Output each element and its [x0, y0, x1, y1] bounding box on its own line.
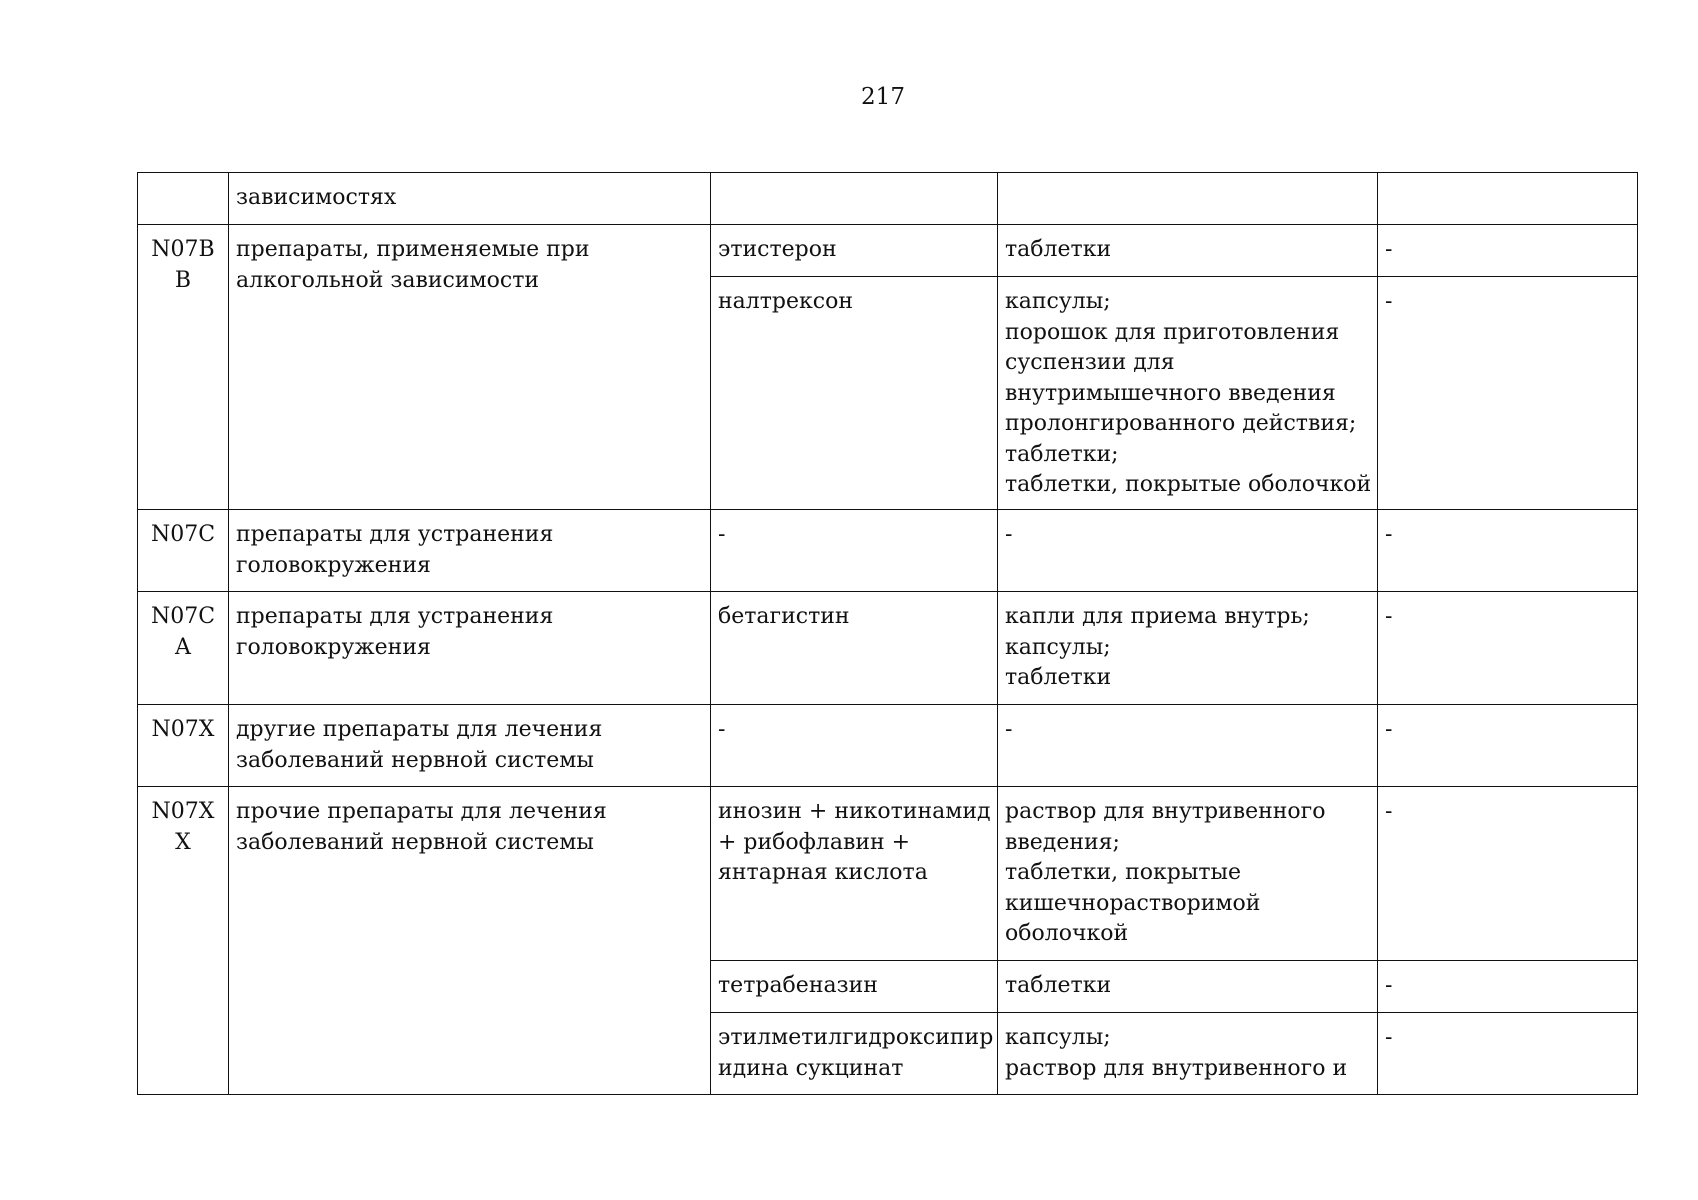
drug-name-line: + рибофлавин + [718, 829, 911, 855]
note-cell [1378, 961, 1638, 1013]
dosage-form-line: пролонгированного действия; [1005, 411, 1357, 436]
note-text: - [1385, 799, 1393, 824]
note-text: - [1385, 604, 1393, 629]
note-text: - [1385, 717, 1393, 742]
note-cell [1378, 277, 1638, 510]
drug-name: тетрабеназин [718, 973, 878, 998]
atc-code-line: N07C [150, 604, 216, 629]
dosage-form-cell [998, 961, 1378, 1013]
note-text: - [1385, 289, 1393, 314]
atc-code-line: N07C [150, 522, 216, 547]
dosage-form-line: суспензии для [1005, 350, 1175, 375]
drug-name: этистерон [718, 237, 837, 262]
group-description-cell [229, 705, 711, 787]
dosage-form-cell [998, 592, 1378, 705]
drug-name-cell [711, 225, 998, 277]
note-cell [1378, 225, 1638, 277]
dosage-form-line: капсулы; [1005, 1025, 1111, 1050]
atc-code-line: N07X [151, 799, 215, 824]
dosage-form-line: таблетки, покрытые [1005, 860, 1242, 885]
dosage-form-line: оболочкой [1005, 921, 1129, 946]
atc-code-line: X [175, 829, 191, 855]
dosage-form-line: внутримышечного введения [1005, 380, 1336, 406]
note-text: - [1385, 522, 1393, 547]
dosage-form-cell [998, 277, 1378, 510]
drug-name: - [718, 717, 726, 742]
atc-code-cell [138, 787, 229, 1095]
drug-name-cell [711, 787, 998, 961]
atc-code-line: N07B [151, 237, 215, 262]
dosage-form-line: - [1005, 522, 1013, 547]
note-cell [1378, 1013, 1638, 1095]
drug-name-cell [711, 510, 998, 592]
dosage-form-line: раствор для внутривенного [1005, 799, 1326, 824]
drug-name-line: янтарная кислота [718, 860, 928, 885]
note-text: - [1385, 237, 1393, 262]
dosage-form-line: таблетки [1005, 665, 1112, 690]
dosage-form-cell [998, 1013, 1378, 1095]
drug-name: налтрексон [718, 289, 854, 314]
group-description-cell [229, 225, 711, 510]
note-text: - [1385, 973, 1393, 998]
dosage-form-line: порошок для приготовления [1005, 319, 1340, 345]
dosage-form-line: таблетки [1005, 237, 1112, 262]
group-description-line: алкогольной зависимости [236, 267, 540, 293]
group-description-line: другие препараты для лечения [236, 717, 603, 742]
dosage-form-line: капли для приема внутрь; [1005, 604, 1310, 629]
dosage-form-line: введения; [1005, 829, 1120, 855]
table-row [138, 705, 1638, 787]
dosage-form-line: кишечнорастворимой [1005, 890, 1261, 916]
dosage-form-line: капсулы; [1005, 289, 1111, 314]
group-description-line: заболеваний нервной системы [236, 747, 594, 773]
note-cell [1378, 592, 1638, 705]
atc-code-line: А [174, 634, 192, 660]
table-row [138, 173, 1638, 225]
dosage-form-line: капсулы; [1005, 634, 1111, 660]
dosage-form-cell [998, 705, 1378, 787]
drug-name-line: идина сукцинат [718, 1055, 904, 1081]
drug-name: бетагистин [718, 604, 850, 629]
note-cell [1378, 510, 1638, 592]
note-cell [1378, 705, 1638, 787]
group-description-cell [229, 510, 711, 592]
dosage-form-cell [998, 510, 1378, 592]
drug-name-cell [711, 705, 998, 787]
dosage-form-line: таблетки; [1005, 441, 1119, 467]
atc-code-cell [138, 705, 229, 787]
note-cell [1378, 787, 1638, 961]
dosage-form-cell [998, 225, 1378, 277]
atc-code-cell [138, 510, 229, 592]
group-description-line: препараты, применяемые при [236, 237, 590, 262]
drug-name: - [718, 522, 726, 547]
drug-list-table [137, 172, 1638, 1095]
drug-name-cell [711, 961, 998, 1013]
dosage-form-cell [998, 173, 1378, 225]
dosage-form-cell [998, 787, 1378, 961]
drug-name-line: этилметилгидроксипир [718, 1025, 994, 1050]
atc-code-line: В [174, 267, 192, 293]
note-text: - [1385, 1025, 1393, 1050]
group-description-line: головокружения [236, 634, 431, 660]
table-row [138, 225, 1638, 277]
dosage-form-line: - [1005, 717, 1013, 742]
group-description-line: зависимостях [236, 185, 397, 210]
group-description-cell [229, 787, 711, 1095]
dosage-form-line: таблетки [1005, 973, 1112, 998]
group-description-line: препараты для устранения [236, 604, 554, 629]
note-cell [1378, 173, 1638, 225]
drug-name-cell [711, 592, 998, 705]
group-description-line: прочие препараты для лечения [236, 799, 607, 824]
drug-name-cell [711, 173, 998, 225]
table-row [138, 592, 1638, 705]
drug-name-cell [711, 1013, 998, 1095]
group-description-line: заболеваний нервной системы [236, 829, 594, 855]
atc-code-line: N07X [151, 717, 215, 742]
atc-code-cell [138, 225, 229, 510]
dosage-form-line: раствор для внутривенного и [1005, 1055, 1348, 1081]
drug-name-line: инозин + никотинамид [718, 799, 991, 824]
group-description-cell [229, 173, 711, 225]
atc-code-cell [138, 592, 229, 705]
atc-code-cell [138, 173, 229, 225]
group-description-cell [229, 592, 711, 705]
table-row [138, 787, 1638, 961]
group-description-line: головокружения [236, 552, 431, 578]
dosage-form-line: таблетки, покрытые оболочкой [1005, 472, 1372, 497]
group-description-line: препараты для устранения [236, 522, 554, 547]
table-row [138, 510, 1638, 592]
drug-name-cell [711, 277, 998, 510]
page-number: 217 [861, 84, 905, 110]
